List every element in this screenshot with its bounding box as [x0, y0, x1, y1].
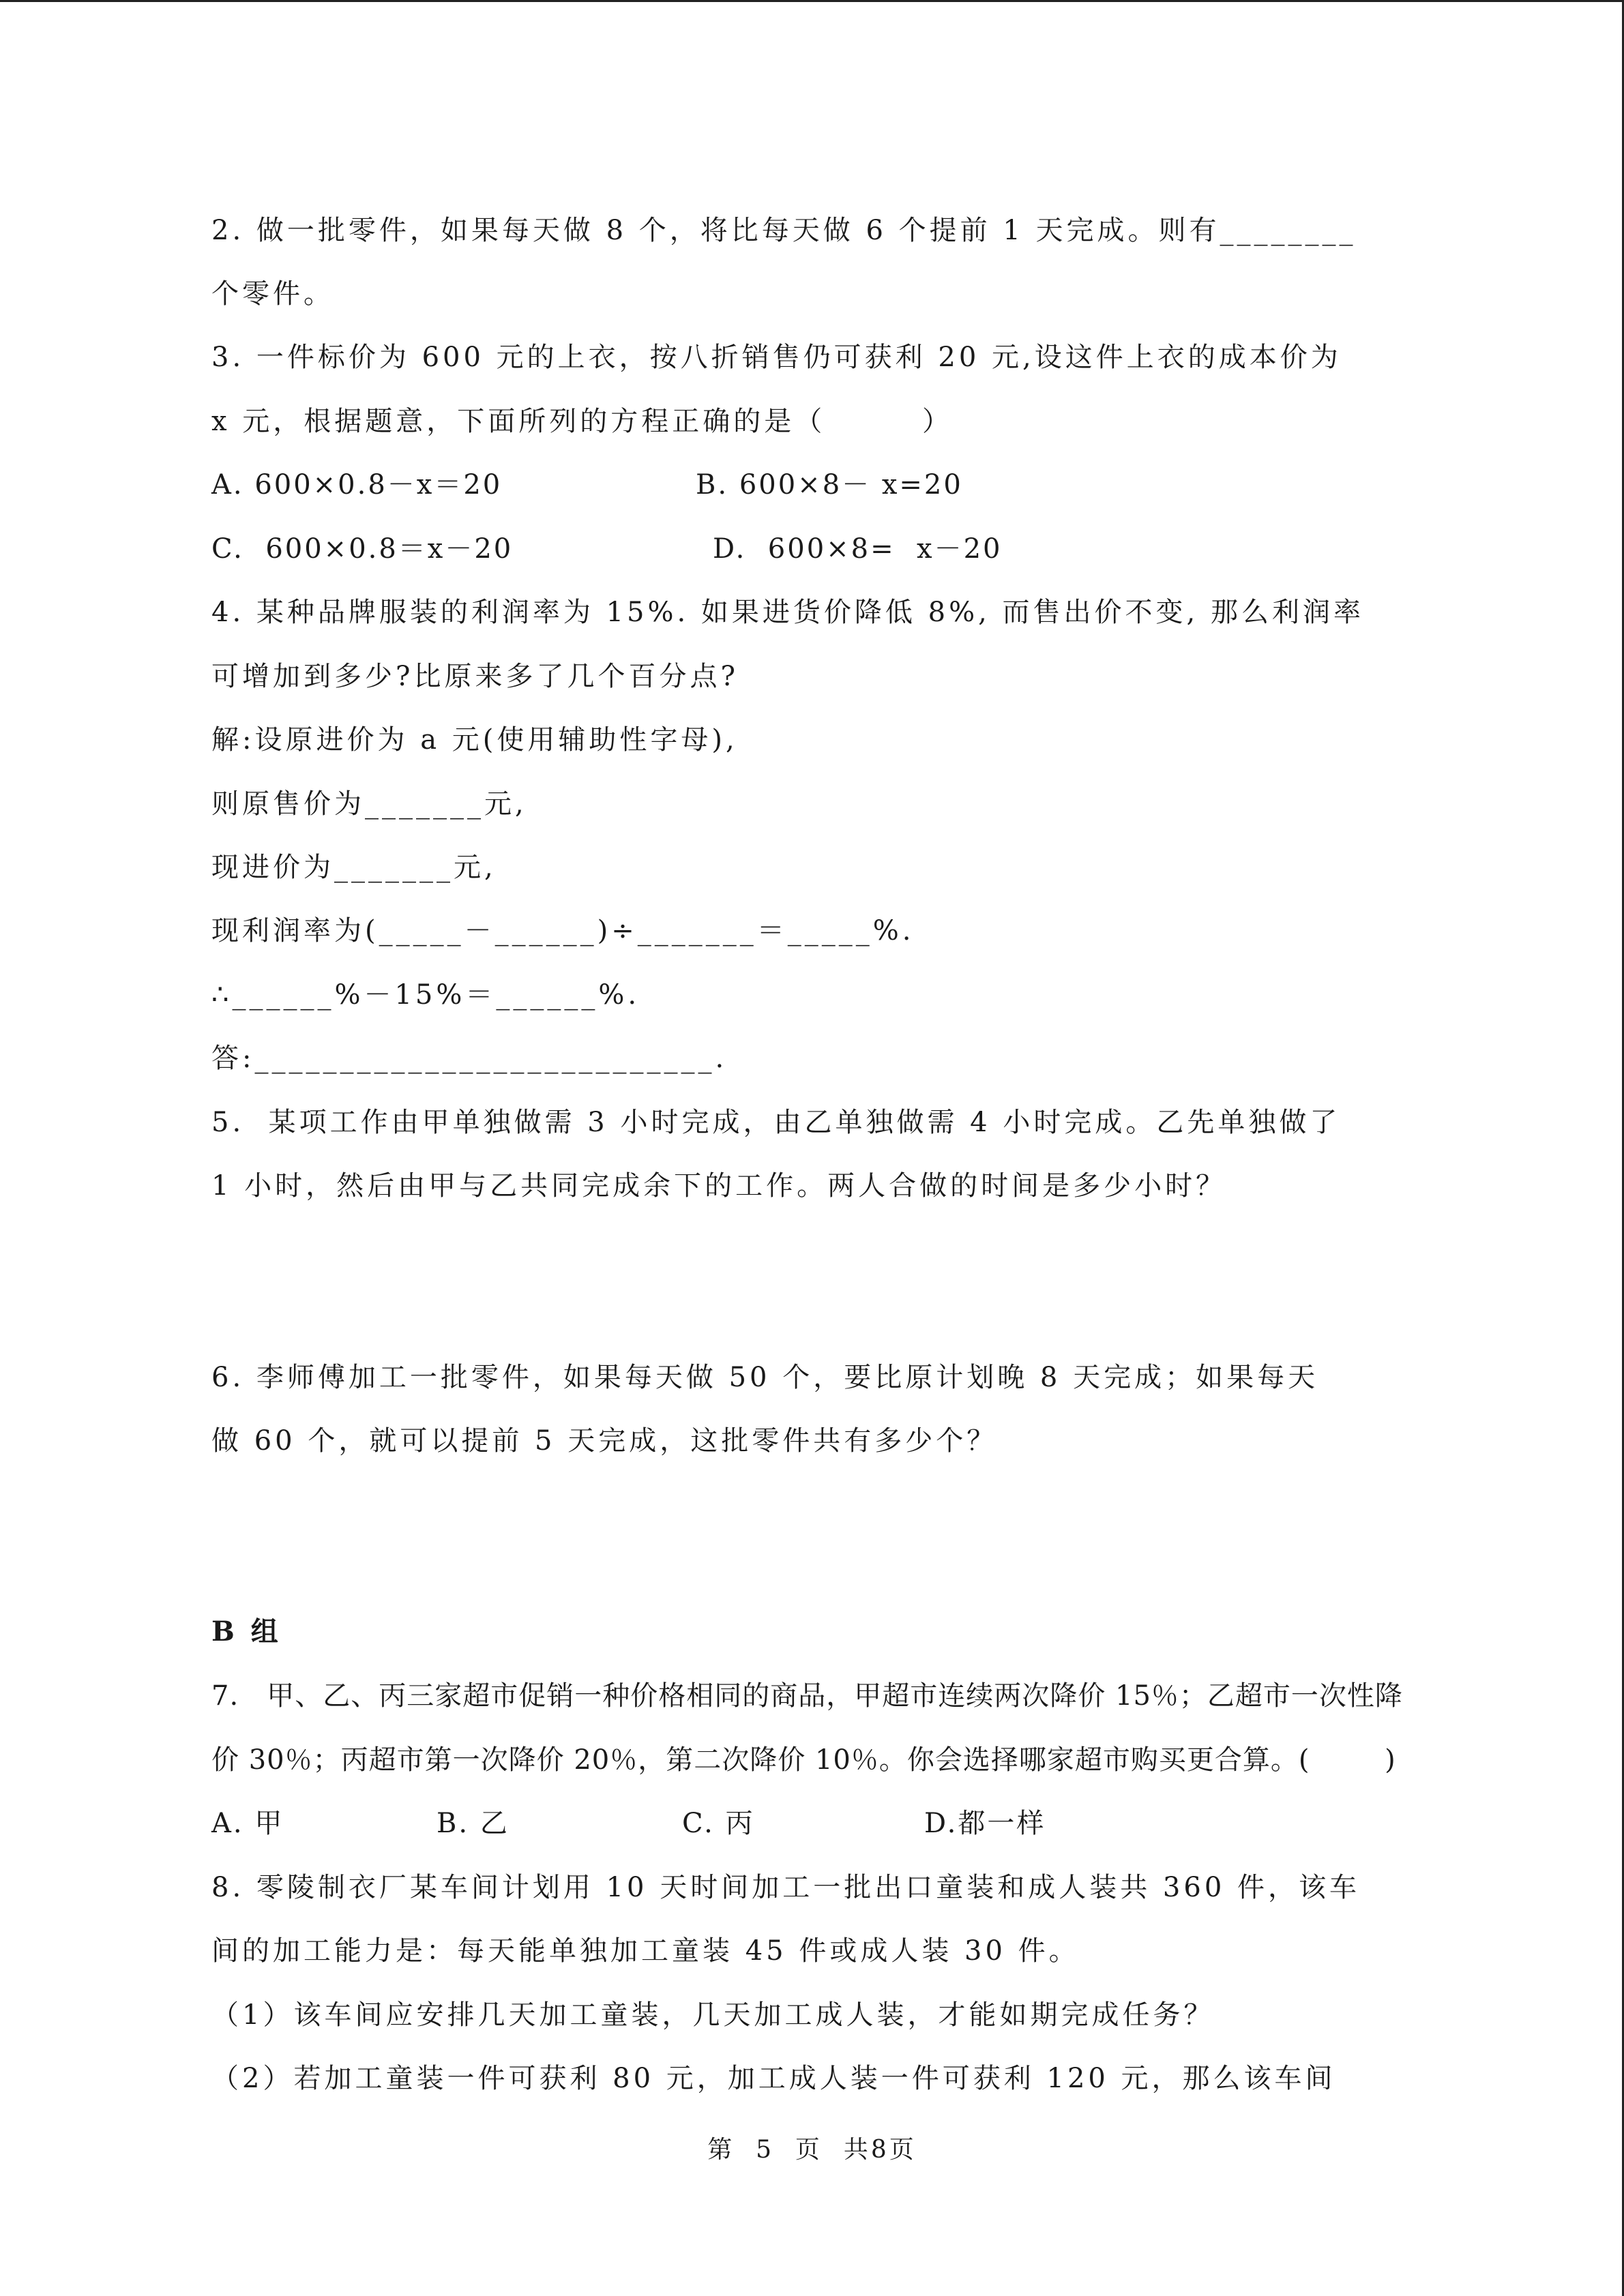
q7-line1: 7. 甲、乙、丙三家超市促销一种价格相同的商品，甲超市连续两次降价 15％；乙超市一次性降 — [211, 1680, 1403, 1712]
q4-solution-line4: 现利润率为(_____－______)÷_______＝_____%. — [211, 915, 915, 946]
q7-option-d: D.都一样 — [924, 1808, 1046, 1839]
q4-solution-line3: 现进价为_______元, — [211, 852, 497, 883]
q4-solution-line5: ∴______%－15%＝______%. — [211, 979, 640, 1011]
q7-line2: 价 30％；丙超市第一次降价 20％，第二次降价 10％。你会选择哪家超市购买更合算。( ) — [211, 1744, 1396, 1776]
q2-line1: 2. 做一批零件，如果每天做 8 个，将比每天做 6 个提前 1 天完成。则有________ — [211, 215, 1357, 246]
q3-option-d: D. 600×8= x－20 — [713, 533, 1003, 565]
q4-answer-line: 答:___________________________. — [211, 1043, 728, 1074]
group-b-heading: B 组 — [211, 1615, 282, 1648]
page-number-footer: 第 5 页 共8页 — [707, 2136, 917, 2164]
q4-line2: 可增加到多少?比原来多了几个百分点? — [211, 661, 739, 692]
q3-option-a: A. 600×0.8－x＝20 — [211, 469, 503, 501]
q7-option-c: C. 丙 — [682, 1808, 755, 1839]
q6-line1: 6. 李师傅加工一批零件，如果每天做 50 个，要比原计划晚 8 天完成；如果每天 — [211, 1362, 1319, 1393]
q3-option-c: C. 600×0.8＝x－20 — [211, 533, 514, 565]
page-top-border — [0, 0, 1624, 2]
q8-subquestion-1: （1）该车间应安排几天加工童装，几天加工成人装，才能如期完成任务？ — [211, 1999, 1215, 2031]
q8-line2: 间的加工能力是：每天能单独加工童装 45 件或成人装 30 件。 — [211, 1935, 1080, 1967]
q2-line2: 个零件。 — [211, 278, 334, 310]
q5-line2: 1 小时，然后由甲与乙共同完成余下的工作。两人合做的时间是多少小时？ — [211, 1170, 1227, 1202]
q7-option-b: B. 乙 — [437, 1808, 510, 1839]
q4-line1: 4. 某种品牌服装的利润率为 15%. 如果进货价降低 8%, 而售出价不变, 那么利润率 — [211, 597, 1364, 628]
q8-line1: 8. 零陵制衣厂某车间计划用 10 天时间加工一批出口童装和成人装共 360 件，该车 — [211, 1872, 1360, 1903]
q3-line2: x 元，根据题意，下面所列的方程正确的是（ ） — [211, 406, 953, 437]
q3-option-b: B. 600×8－ x=20 — [696, 469, 963, 501]
q5-line1: 5. 某项工作由甲单独做需 3 小时完成，由乙单独做需 4 小时完成。乙先单独做了 — [211, 1107, 1341, 1138]
q8-subquestion-2: （2）若加工童装一件可获利 80 元，加工成人装一件可获利 120 元，那么该车间 — [211, 2063, 1336, 2094]
q7-option-a: A. 甲 — [211, 1808, 284, 1839]
q4-solution-line2: 则原售价为_______元, — [211, 788, 527, 820]
q4-solution-line1: 解:设原进价为 a 元(使用辅助性字母), — [211, 724, 738, 756]
q6-line2: 做 60 个，就可以提前 5 天完成，这批零件共有多少个？ — [211, 1425, 998, 1457]
q3-line1: 3. 一件标价为 600 元的上衣，按八折销售仍可获利 20 元,设这件上衣的成本价为 — [211, 342, 1342, 373]
